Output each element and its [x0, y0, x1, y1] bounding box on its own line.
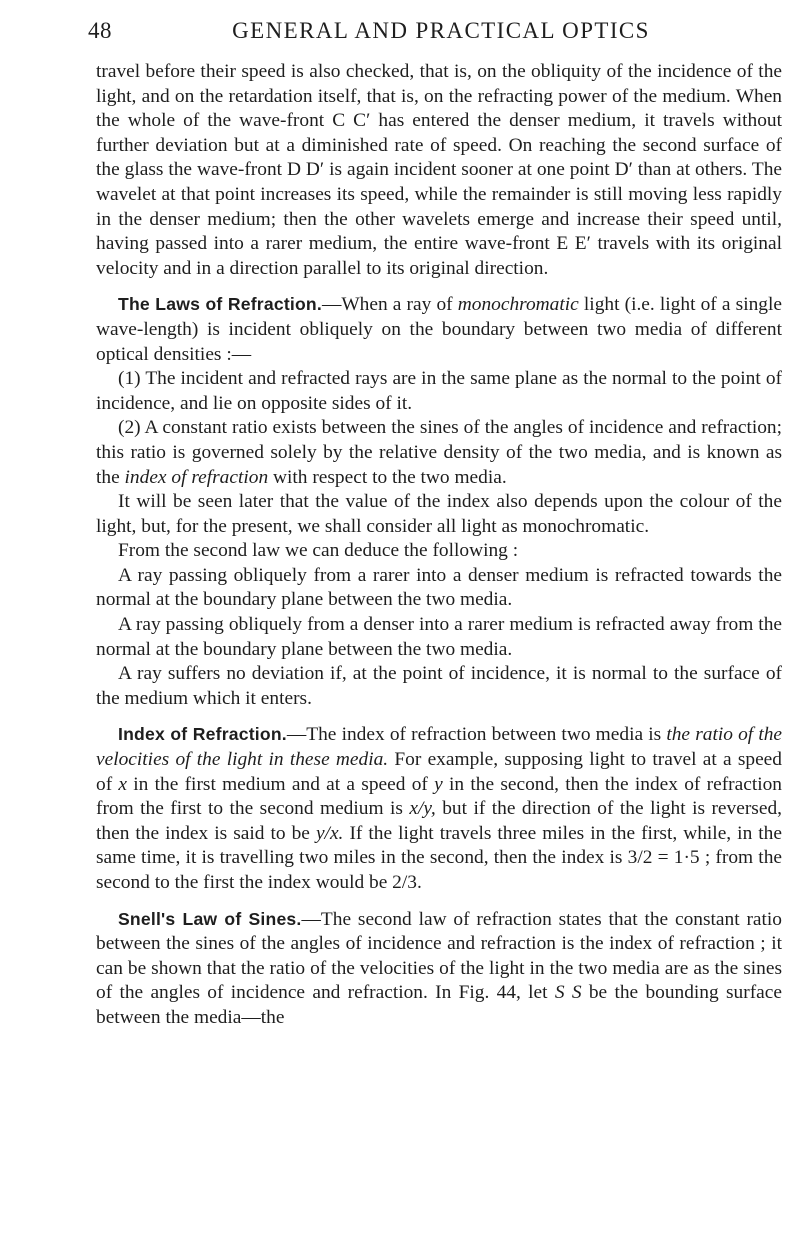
index-emphasis-ratio: the ratio of the velocities of the light in these media. [96, 724, 783, 771]
paragraph-laws-of-refraction [96, 292, 782, 367]
paragraph-denser-to-rarer: A ray passing obliquely from a denser into a rarer medium is refracted away from the normal at the boundary plane between the two media. [96, 614, 782, 660]
index-text-d: in the second, then the index of refraction from the first to the second medium is [96, 773, 782, 820]
running-title: GENERAL AND PRACTICAL OPTICS [232, 18, 650, 43]
index-var-x: x [118, 773, 128, 795]
paragraph-wave-front: travel before their speed is also checked, that is, on the obliquity of the incidence of the light, and on the retardation itself, that is, on the refracting power of the medium. When the whole of the wave-front C C′ has entered the denser medium, it travels without further deviation but at a diminished rate of speed. On reaching the second surface of the glass the wave-front D D′ is again incident sooner at one point D′ than at others. The wavelet at that point increases its speed, while the remainder is still moving less rapidly in the denser medium; then the other wavelets emerge and increase their speed until, having passed into a rarer medium, the entire wave-front E E′ travels with its original velocity and in a direction parallel to its original direction. [96, 61, 782, 279]
laws-intro-text-b: light (i.e. light of a single wave-length) is incident obliquely on the boundary between two media of different optical densities :— [96, 294, 782, 365]
section-heading-index-of-refraction: Index of Refraction. [118, 724, 287, 745]
index-text-e: but if the direction of the light is reversed, then the index is said to be [96, 798, 782, 844]
index-text-a: —The index of refraction between two media is [286, 724, 667, 746]
paragraph-index-of-refraction [96, 722, 782, 895]
snell-text-a: —The second law of refraction states that the constant ratio between the sines of the angles of incidence and refraction is the index of refraction ; it can be shown that the ratio of the velocities of the light in the two media are as the sines of the angles of incidence and refraction. In Fig. 44, let [96, 908, 782, 1004]
paragraph-law-2 [96, 416, 782, 490]
index-var-x-over-y: x/y, [409, 798, 436, 820]
law-2-emphasis: index of refraction [124, 466, 269, 488]
paragraph-colour: It will be seen later that the value of the index also depends upon the colour of the light, but, for the present, we shall consider all light as monochromatic. [96, 491, 782, 537]
paragraph-no-deviation: A ray suffers no deviation if, at the point of incidence, it is normal to the surface of the medium which it enters. [96, 663, 782, 709]
laws-intro-text-a: —When a ray of [321, 294, 458, 316]
snell-emphasis-ss: S S [554, 982, 582, 1004]
index-text-c: in the first medium and at a speed of [127, 773, 435, 795]
laws-intro-emphasis: monochromatic [457, 294, 579, 316]
law-2-text-b: with respect to the two media. [268, 466, 507, 488]
paragraph-snells-law [96, 907, 782, 1031]
page-number: 48 [88, 18, 112, 43]
index-text-b: For example, supposing light to travel at a speed of [96, 749, 782, 795]
index-var-y: y [434, 773, 443, 795]
paragraph-rarer-to-denser: A ray passing obliquely from a rarer into a denser medium is refracted towards the normal at the boundary plane between the two media. [96, 564, 782, 611]
snell-text-b: be the bounding surface between the media—the [96, 982, 782, 1028]
section-heading-laws-of-refraction: The Laws of Refraction. [118, 294, 322, 315]
law-2-text-a: (2) A constant ratio exists between the sines of the angles of incidence and refraction; this ratio is governed solely by the relative density of the two media, and is known as the [96, 417, 782, 488]
paragraph-law-1: (1) The incident and refracted rays are in the same plane as the normal to the point of incidence, and lie on opposite sides of it. [96, 368, 782, 414]
index-var-y-over-x: y/x. [315, 822, 344, 844]
index-text-f: If the light travels three miles in the first, while, in the same time, it is travelling two miles in the second, then the index is 3/2 = 1·5 ; from the second to the first the index would be 2/3. [96, 822, 782, 893]
section-heading-snells-law: Snell's Law of Sines. [118, 908, 302, 929]
page-body [96, 60, 782, 1031]
paragraph-deduce: From the second law we can deduce the following : [118, 540, 519, 562]
page-header [88, 14, 782, 48]
